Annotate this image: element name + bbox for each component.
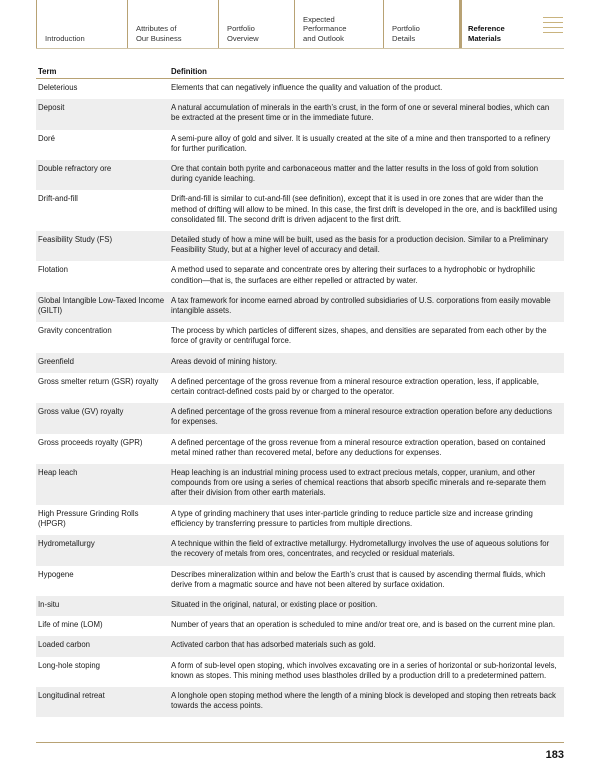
nav-tab-label: Portfolio: [392, 24, 420, 34]
definition-cell: Activated carbon that has adsorbed materials such as gold.: [171, 640, 376, 650]
nav-tab-label: Attributes of: [136, 24, 177, 34]
definition-cell: A form of sub-level open stoping, which involves excavating ore in a series of horizontal or sub-horizontal levels, known as stopes. This mining method uses blastholes drilled by a production drill to a predetermined pattern.: [171, 660, 557, 680]
glossary-table: [36, 66, 564, 717]
top-navigation: [36, 0, 564, 48]
column-header-term: Term: [38, 67, 57, 76]
nav-tab-label: Overview: [227, 33, 259, 43]
term-cell: Greenfield: [38, 356, 74, 366]
nav-tab-portfolio-overview[interactable]: [218, 0, 294, 48]
definition-cell: Describes mineralization within and below the Earth’s crust that is caused by ascending thermal fluids, which derive from a magmatic source and have not been altered by surface oxidation.: [171, 569, 546, 589]
table-row: [36, 160, 564, 190]
table-row: [36, 292, 564, 322]
nav-tab-expected-performance-and-outlook[interactable]: [294, 0, 383, 48]
nav-tab-introduction[interactable]: [36, 0, 127, 48]
term-cell: Gross value (GV) royalty: [38, 407, 124, 417]
nav-tab-label: Introduction: [45, 33, 85, 43]
definition-cell: A technique within the field of extractive metallurgy. Hydrometallurgy involves the use of aqueous solutions for the recovery of metals from ores, concentrates, and recycled or residual materials.: [171, 539, 550, 559]
table-row: [36, 687, 564, 717]
table-row: [36, 657, 564, 687]
nav-tab-label: Expected: [303, 15, 335, 25]
definition-cell: A defined percentage of the gross revenue from a mineral resource extraction operation, less, if applicable, certain contract-defined costs paid by or charged to the operator.: [171, 376, 539, 397]
term-cell: Deposit: [38, 103, 65, 113]
term-cell: Long-hole stoping: [38, 660, 100, 670]
term-cell: Doré: [38, 133, 55, 143]
table-row: [36, 596, 564, 616]
table-header: [36, 66, 564, 79]
definition-cell: A tax framework for income earned abroad by controlled subsidiaries of U.S. corporations from easily movable intangible assets.: [171, 295, 551, 316]
term-cell: Hydrometallurgy: [38, 539, 95, 549]
nav-tab-label: Materials: [468, 33, 501, 43]
table-row: [36, 353, 564, 373]
table-row: [36, 505, 564, 535]
term-cell: Deleterious: [38, 83, 78, 92]
term-cell: Feasibility Study (FS): [38, 235, 113, 245]
definition-cell: A method used to separate and concentrate ores by altering their surfaces to a hydrophobic or hydrophilic condition—that is, the surfaces are either repelled or attracted by water.: [171, 265, 536, 285]
term-cell: Flotation: [38, 265, 68, 275]
term-cell: Gravity concentration: [38, 326, 112, 336]
table-row: [36, 616, 564, 636]
nav-tab-label: Performance: [303, 24, 347, 34]
definition-cell: The process by which particles of different sizes, shapes, and densities are separated from each other by the force of gravity or centrifugal force.: [171, 326, 547, 346]
term-cell: Drift-and-fill: [38, 194, 78, 204]
table-row: [36, 373, 564, 403]
nav-tab-reference-materials[interactable]: [459, 0, 537, 48]
term-cell: Life of mine (LOM): [38, 620, 103, 630]
table-body: [36, 79, 564, 717]
table-row: [36, 190, 564, 231]
term-cell: Loaded carbon: [38, 640, 91, 650]
term-cell: Hypogene: [38, 569, 74, 579]
definition-cell: Situated in the original, natural, or existing place or position.: [171, 599, 378, 609]
table-row: [36, 322, 564, 352]
definition-cell: Detailed study of how a mine will be built, used as the basis for a production decision. Similar to a Preliminary Feasibility Study, but at a higher level of accuracy and detail.: [171, 235, 549, 255]
definition-cell: Ore that contain both pyrite and carbonaceous matter and the latter results in the loss of gold from solution during cyanide leaching.: [171, 164, 539, 184]
table-row: [36, 79, 564, 99]
definition-cell: Elements that can negatively influence the quality and valuation of the product.: [171, 83, 443, 92]
nav-tab-label: Our Business: [136, 33, 182, 43]
nav-tab-label: Portfolio: [227, 24, 255, 34]
term-cell: High Pressure Grinding Rolls (HPGR): [38, 508, 139, 528]
definition-cell: A semi-pure alloy of gold and silver. It is usually created at the site of a mine and then transported to a refinery for further purification.: [171, 133, 551, 153]
term-cell: Double refractory ore: [38, 164, 112, 174]
term-cell: In-situ: [38, 599, 60, 609]
definition-cell: A natural accumulation of minerals in the earth’s crust, in the form of one or several mineral bodies, which can be extracted at the present time or in the immediate future.: [171, 103, 550, 123]
nav-tab-portfolio-details[interactable]: [383, 0, 459, 48]
table-row: [36, 231, 564, 261]
table-row: [36, 130, 564, 160]
term-cell: Gross smelter return (GSR) royalty: [38, 376, 159, 386]
definition-cell: Areas devoid of mining history.: [171, 356, 278, 366]
table-row: [36, 636, 564, 656]
definition-cell: A defined percentage of the gross revenue from a mineral resource extraction operation, based on contained metal mined rather than recovered metal, before any deductions for expenses.: [171, 437, 546, 457]
term-cell: Longitudinal retreat: [38, 690, 105, 700]
table-row: [36, 566, 564, 596]
table-row: [36, 261, 564, 291]
menu-icon[interactable]: [543, 17, 563, 33]
definition-cell: Number of years that an operation is scheduled to mine and/or treat ore, and is based on the current mine plan.: [171, 620, 556, 630]
table-row: [36, 464, 564, 505]
nav-tab-label: and Outlook: [303, 33, 344, 43]
nav-divider: [36, 48, 564, 49]
table-row: [36, 535, 564, 565]
nav-tab-label: Details: [392, 33, 416, 43]
definition-cell: A type of grinding machinery that uses inter-particle grinding to reduce particle size and increase grinding efficiency by transferring pressure to particles from multiple directions.: [171, 508, 533, 528]
footer-divider: [36, 742, 564, 743]
table-row: [36, 99, 564, 129]
table-row: [36, 434, 564, 464]
definition-cell: A defined percentage of the gross revenue from a mineral resource extraction operation before any deductions for expenses.: [171, 407, 552, 427]
term-cell: Global Intangible Low-Taxed Income (GILTI): [38, 295, 165, 316]
definition-cell: Drift-and-fill is similar to cut-and-fill (see definition), except that it is used in ore zones that are wider than the method of drifting will allow to be mined. In this case, the first drift is developed in the ore, and is backfilled using consolidated fill. The second drift is driven adjacent to the first drift.: [171, 194, 558, 224]
column-header-definition: Definition: [171, 67, 207, 76]
term-cell: Heap leach: [38, 468, 78, 478]
table-row: [36, 403, 564, 433]
page-number: 183: [545, 749, 564, 761]
nav-tab-attributes-of-our-business[interactable]: [127, 0, 218, 48]
nav-tab-label: Reference: [468, 24, 505, 34]
definition-cell: Heap leaching is an industrial mining process used to extract precious metals, copper, uranium, and other compounds from ore using a series of chemical reactions that absorb specific minerals and re-separate them after their division from other earth materials.: [171, 468, 546, 498]
definition-cell: A longhole open stoping method where the length of a mining block is developed and stoping then retreats back towards the access points.: [171, 690, 556, 711]
term-cell: Gross proceeds royalty (GPR): [38, 437, 143, 447]
